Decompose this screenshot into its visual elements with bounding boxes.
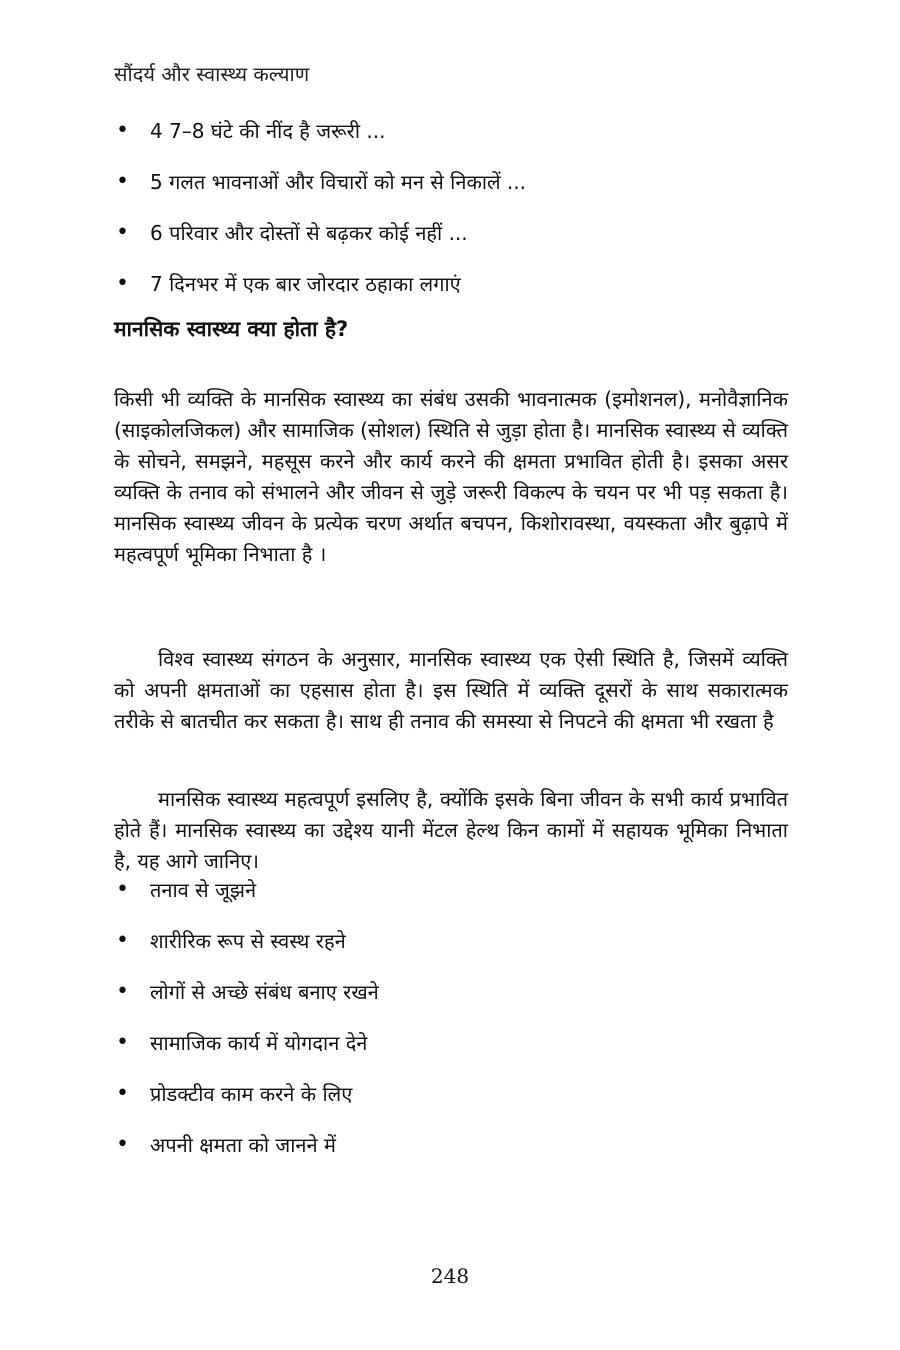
bullet-icon: • (116, 928, 129, 953)
list-item (114, 1079, 794, 1130)
paragraph: किसी भी व्यक्ति के मानसिक स्वास्थ्य का संबंध उसकी भावनात्मक (इमोशनल), मनोवैज्ञानिक (साइकोलजिकल) और सामाजिक (सोशल) स्थिति से जुड़ा होता है। मानसिक स्वास्थ्य से व्यक्ति के सोचने, समझने, महसूस करने और कार्य करने की क्षमता प्रभावित होती है। इसका असर व्यक्ति के तनाव को संभालने और जीवन से जुड़े जरूरी विकल्प के चयन पर भी पड़ सकता है। मानसिक स्वास्थ्य जीवन के प्रत्येक चरण अर्थात बचपन, किशोरावस्था, वयस्कता और बुढ़ापे में महत्वपूर्ण भूमिका निभाता है । (114, 387, 788, 566)
bullet-icon: • (116, 979, 129, 1004)
list-item (114, 116, 794, 167)
list-item (114, 977, 794, 1028)
list-item (114, 875, 794, 926)
list-item (114, 218, 794, 269)
list-item-text: प्रोडक्टीव काम करने के लिए (150, 1082, 353, 1106)
bullet-icon: • (116, 118, 129, 143)
section-heading: मानसिक स्वास्थ्य क्या होता है? (114, 317, 349, 341)
list-item-text: लोगों से अच्छे संबंध बनाए रखने (150, 980, 379, 1004)
list-item-text: 5 गलत भावनाओं और विचारों को मन से निकालें ... (150, 170, 526, 194)
list-item-text: 4 7–8 घंटे की नींद है जरूरी ... (150, 119, 386, 143)
bullet-icon: • (116, 1132, 129, 1157)
paragraph: मानसिक स्वास्थ्य महत्वपूर्ण इसलिए है, क्योंकि इसके बिना जीवन के सभी कार्य प्रभावित होते हैं। मानसिक स्वास्थ्य का उद्देश्य यानी मेंटल हेल्थ किन कामों में सहायक भूमिका निभाता है, यह आगे जानिए। (114, 787, 788, 873)
bullet-icon: • (116, 271, 129, 296)
benefits-list (114, 875, 794, 1181)
list-item-text: सामाजिक कार्य में योगदान देने (150, 1031, 368, 1055)
list-item (114, 269, 794, 320)
bullet-icon: • (116, 220, 129, 245)
bullet-icon: • (116, 877, 129, 902)
list-item-text: तनाव से जूझने (150, 878, 257, 902)
running-head: सौंदर्य और स्वास्थ्य कल्याण (114, 62, 310, 86)
bullet-icon: • (116, 1081, 129, 1106)
list-item (114, 1028, 794, 1079)
list-item (114, 926, 794, 977)
bullet-icon: • (116, 1030, 129, 1055)
list-item (114, 1130, 794, 1181)
paragraph: विश्व स्वास्थ्य संगठन के अनुसार, मानसिक स्वास्थ्य एक ऐसी स्थिति है, जिसमें व्यक्ति को अपनी क्षमताओं का एहसास होता है। इस स्थिति में व्यक्ति दूसरों के साथ सकारात्मक तरीके से बातचीत कर सकता है। साथ ही तनाव की समस्या से निपटने की क्षमता भी रखता है (114, 647, 788, 733)
list-item-text: शारीरिक रूप से स्वस्थ रहने (150, 929, 346, 953)
page-number: 248 (430, 1264, 470, 1288)
list-item-text: 7 दिनभर में एक बार जोरदार ठहाका लगाएं (150, 272, 461, 296)
list-item-text: 6 परिवार और दोस्तों से बढ़कर कोई नहीं ... (150, 221, 468, 245)
tips-list (114, 116, 794, 320)
list-item-text: अपनी क्षमता को जानने में (150, 1133, 336, 1157)
list-item (114, 167, 794, 218)
bullet-icon: • (116, 169, 129, 194)
